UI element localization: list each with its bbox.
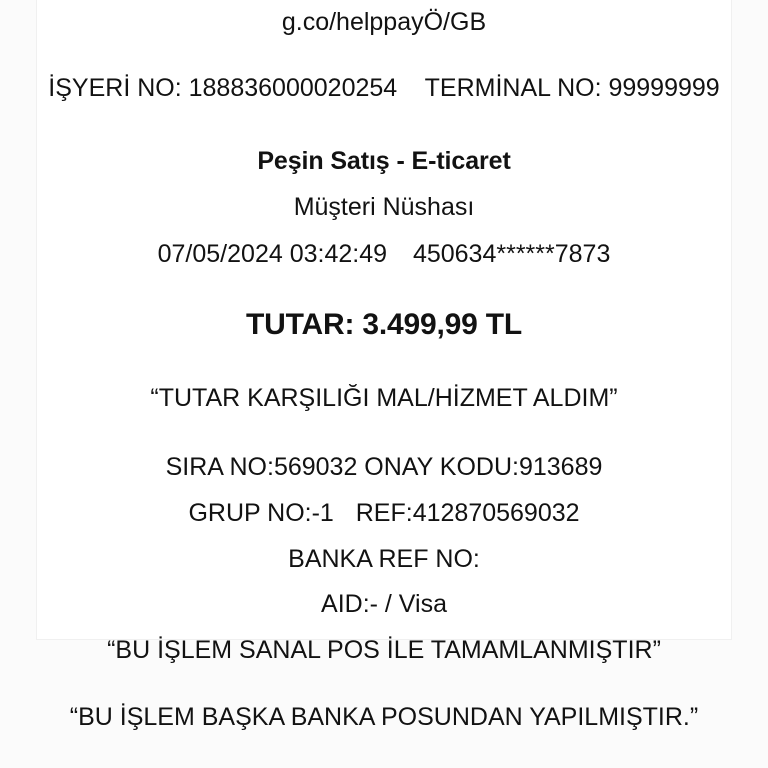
- aid-scheme-row: AID:- / Visa: [321, 590, 447, 619]
- merchant-no-value: 188836000020254: [188, 73, 398, 102]
- receipt-card: [36, 0, 732, 731]
- total-amount-text: TUTAR: 3.499,99 TL: [246, 307, 522, 341]
- transaction-time: 03:42:49: [289, 240, 388, 268]
- group-no-value: -1: [311, 498, 334, 527]
- bank-ref-label: BANKA REF NO:: [288, 544, 480, 573]
- virtual-pos-note: “BU İŞLEM SANAL POS İLE TAMAMLANMIŞTIR”: [107, 636, 661, 664]
- sale-type-heading: Peşin Satış - E-ticaret: [257, 146, 511, 175]
- merchant-no-label: İŞYERİ NO:: [48, 73, 182, 102]
- group-ref-row: [37, 499, 731, 528]
- merchant-terminal-row: [37, 74, 731, 103]
- group-no-label: GRUP NO:: [188, 498, 312, 527]
- sequence-approval-row: SIRA NO:569032 ONAY KODU:913689: [165, 453, 603, 481]
- bank-ref-row: [37, 545, 731, 574]
- copy-type-text: Müşteri Nüshası: [293, 193, 475, 222]
- transaction-datetime-card-row: [37, 240, 731, 269]
- ref-value: 412870569032: [412, 498, 580, 527]
- terminal-no-value: 99999999: [608, 73, 720, 102]
- card-number-masked: 450634******7873: [412, 240, 611, 268]
- transaction-date: 07/05/2024: [157, 240, 283, 268]
- goods-received-declaration: “TUTAR KARŞILIĞI MAL/HİZMET ALDIM”: [150, 384, 618, 413]
- terminal-no-label: TERMİNAL NO:: [424, 73, 602, 102]
- ref-label: REF:: [355, 498, 413, 527]
- other-bank-pos-note: “BU İŞLEM BAŞKA BANKA POSUNDAN YAPILMIŞTIR.”: [69, 702, 699, 731]
- help-url-text: g.co/helppayÖ/GB: [281, 8, 487, 36]
